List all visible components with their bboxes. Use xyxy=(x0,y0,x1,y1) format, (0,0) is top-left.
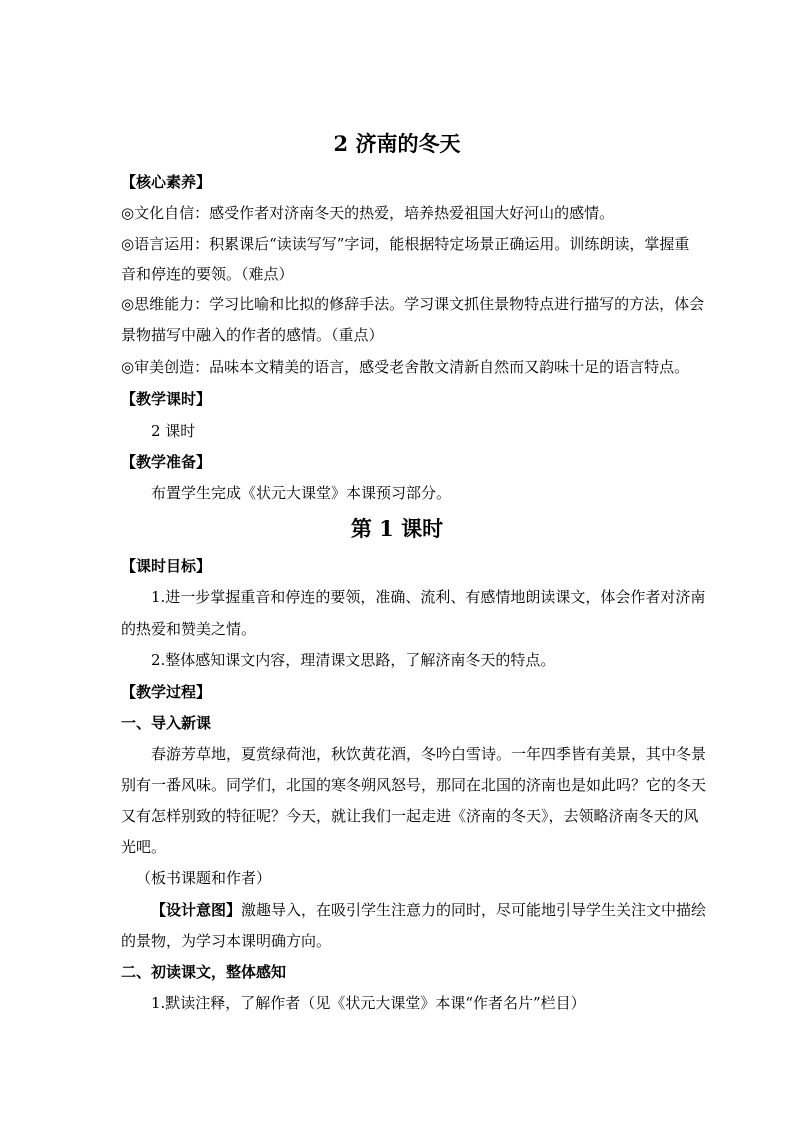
paragraph-line: 光吧。 xyxy=(121,838,167,856)
core-literacy-item: ◎文化自信：感受作者对济南冬天的热爱，培养热爱祖国大好河山的感情。 xyxy=(121,204,615,222)
paragraph-line: 春游芳草地，夏赏绿荷池，秋饮黄花酒，冬吟白雪诗。一年四季皆有美景，其中冬景 xyxy=(151,745,707,763)
core-literacy-item: ◎审美创造：品味本文精美的语言，感受老舍散文清新自然而又韵味十足的语言特点。 xyxy=(121,358,690,376)
core-literacy-item-cont: 景物描写中融入的作者的感情。（重点） xyxy=(121,326,384,344)
design-intent-line xyxy=(151,900,751,920)
class-hours-text: 2 课时 xyxy=(151,422,196,440)
paragraph-line: 别有一番风味。同学们，北国的寒冬朔风怒号，那同在北国的济南也是如此吗？它的冬天 xyxy=(121,776,707,794)
core-literacy-item: ◎语言运用：积累课后“读读写写”字词，能根据特定场景正确运用。训练朗读，掌握重 xyxy=(121,235,690,253)
core-literacy-item: ◎思维能力：学习比喻和比拟的修辞手法。学习课文抓住景物特点进行描写的方法，体会 xyxy=(121,295,705,313)
design-intent-label: 【设计意图】 xyxy=(151,901,242,919)
class-hours-heading: 【教学课时】 xyxy=(121,390,212,408)
lesson-goal-1-cont: 的热爱和赞美之情。 xyxy=(121,620,257,638)
document-title: 2 济南的冬天 xyxy=(333,131,461,156)
part2-heading: 二、初读课文，整体感知 xyxy=(121,963,287,981)
part1-heading: 一、导入新课 xyxy=(121,714,212,732)
design-intent-text: 激趣导入，在吸引学生注意力的同时，尽可能地引导学生关注文中描绘 xyxy=(241,901,707,919)
design-intent-cont: 的景物，为学习本课明确方向。 xyxy=(121,932,332,950)
lesson-title: 第 1 课时 xyxy=(350,516,444,541)
core-literacy-heading: 【核心素养】 xyxy=(121,173,212,191)
core-literacy-item-cont: 音和停连的要领。（难点） xyxy=(121,265,294,283)
preparation-text: 布置学生完成《状元大课堂》本课预习部分。 xyxy=(151,484,452,502)
paragraph-line: 又有怎样别致的特征呢？今天，就让我们一起走进《济南的冬天》，去领略济南冬天的风 xyxy=(121,807,699,825)
board-note: （板书课题和作者） xyxy=(136,869,272,887)
lesson-goal-2: 2.整体感知课文内容，理清课文思路，了解济南冬天的特点。 xyxy=(151,651,556,669)
preparation-heading: 【教学准备】 xyxy=(121,453,212,471)
part2-item-1: 1.默读注释，了解作者（见《状元大课堂》本课“作者名片”栏目） xyxy=(151,994,586,1012)
process-heading: 【教学过程】 xyxy=(121,683,212,701)
lesson-goals-heading: 【课时目标】 xyxy=(121,557,212,575)
lesson-goal-1: 1.进一步掌握重音和停连的要领，准确、流利、有感情地朗读课文，体会作者对济南 xyxy=(151,588,706,606)
